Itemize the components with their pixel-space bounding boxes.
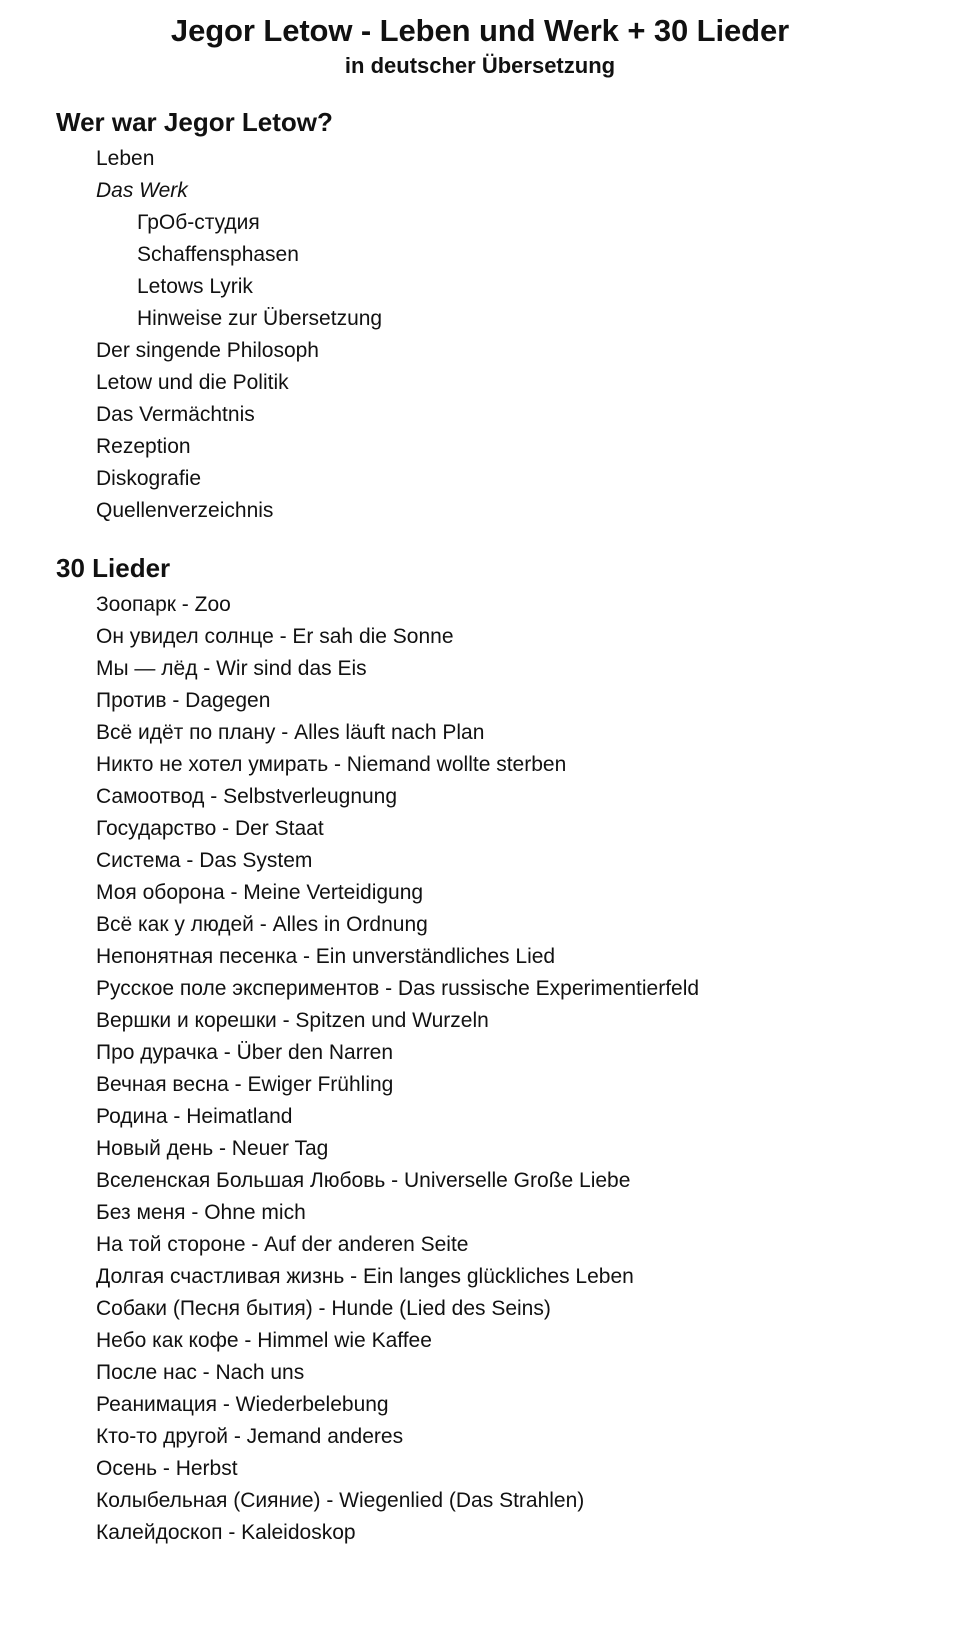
song-list-item: На той стороне - Auf der anderen Seite [96,1233,469,1256]
song-list-item: Он увидел солнце - Er sah die Sonne [96,625,454,648]
song-list-item: Собаки (Песня бытия) - Hunde (Lied des Seins) [96,1297,551,1320]
song-list-item: Всё идёт по плану - Alles läuft nach Plan [96,721,485,744]
section-wer-war-jegor-letow [0,81,960,527]
song-list-item: После нас - Nach uns [96,1361,305,1384]
song-list-item: Кто-то другой - Jemand anderes [96,1425,404,1448]
song-list-item: Без меня - Ohne mich [96,1201,306,1224]
song-list-item: Калейдоскоп - Kaleidoskop [96,1521,356,1544]
song-list-item: Зоопарк - Zoo [96,593,231,616]
section-heading: Wer war Jegor Letow? [56,107,333,137]
song-list-item: Самоотвод - Selbstverleugnung [96,785,398,808]
toc-list-item: Das Werk [96,179,188,202]
toc-list-item: Letow und die Politik [96,371,289,394]
toc-list-item: Der singende Philosoph [96,339,319,362]
song-list-item: Небо как кофе - Himmel wie Kaffee [96,1329,432,1352]
song-list-item: Вселенская Большая Любовь - Universelle Große Liebe [96,1169,631,1192]
song-list-item: Никто не хотел умирать - Niemand wollte sterben [96,753,567,776]
toc-list-item: ГрОб-студия [137,211,260,234]
document-subtitle: in deutscher Übersetzung [344,53,616,78]
song-list-item: Долгая счастливая жизнь - Ein langes glückliches Leben [96,1265,634,1288]
toc-list-item: Quellenverzeichnis [96,499,274,522]
song-list-item: Мы — лёд - Wir sind das Eis [96,657,367,680]
song-list-item: Реанимация - Wiederbelebung [96,1393,389,1416]
song-list-item: Система - Das System [96,849,313,872]
song-list-item: Колыбельная (Сияние) - Wiegenlied (Das Strahlen) [96,1489,585,1512]
section-30-lieder [0,527,960,1549]
section-heading: 30 Lieder [56,553,171,583]
song-list-item: Новый день - Neuer Tag [96,1137,329,1160]
song-list-item: Против - Dagegen [96,689,271,712]
toc-list-item: Leben [96,147,155,170]
song-list-item: Вершки и корешки - Spitzen und Wurzeln [96,1009,489,1032]
song-list-item: Родина - Heimatland [96,1105,293,1128]
song-list-item: Государство - Der Staat [96,817,324,840]
song-list-item: Русское поле экспериментов - Das russische Experimentierfeld [96,977,700,1000]
document-title: Jegor Letow - Leben und Werk + 30 Lieder [170,13,790,48]
title-block [0,0,960,81]
toc-list-item: Schaffensphasen [137,243,299,266]
song-list-item: Непонятная песенка - Ein unverständliches Lied [96,945,556,968]
toc-list-item: Hinweise zur Übersetzung [137,307,383,330]
song-list-item: Про дурачка - Über den Narren [96,1041,394,1064]
toc-list-item: Das Vermächtnis [96,403,255,426]
song-list-item: Осень - Herbst [96,1457,238,1480]
table-of-contents-list [0,143,960,527]
song-list [0,589,960,1549]
toc-list-item: Letows Lyrik [137,275,253,298]
toc-list-item: Diskografie [96,467,202,490]
song-list-item: Вечная весна - Ewiger Frühling [96,1073,394,1096]
song-list-item: Всё как у людей - Alles in Ordnung [96,913,428,936]
toc-list-item: Rezeption [96,435,191,458]
song-list-item: Моя оборона - Meine Verteidigung [96,881,424,904]
